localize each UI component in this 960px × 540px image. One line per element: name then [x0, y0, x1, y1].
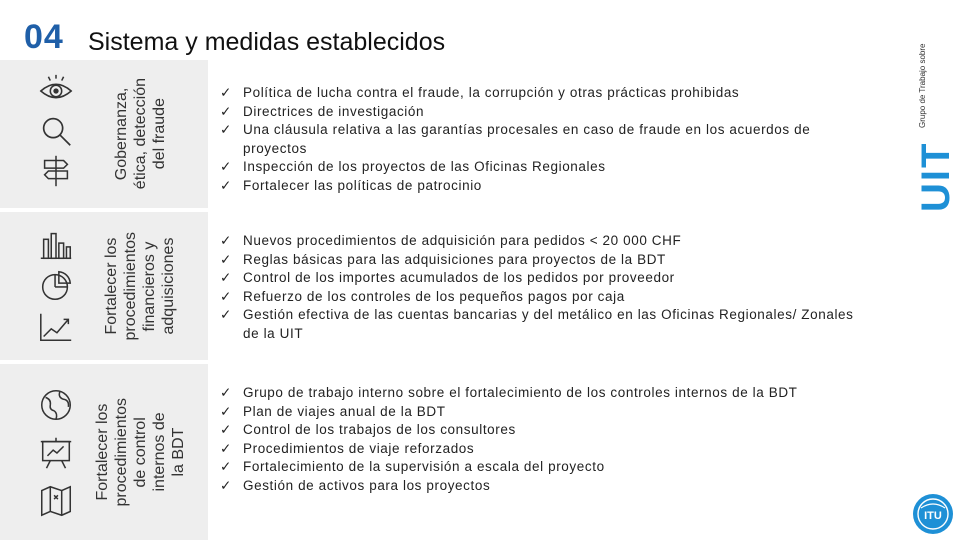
checkmark-icon: ✓	[220, 385, 232, 400]
list-item-text: Reglas básicas para las adquisiciones para proyectos de la BDT	[243, 251, 666, 267]
globe-icon	[37, 386, 75, 424]
section-icons-internal-control	[20, 386, 92, 520]
checkmark-icon: ✓	[220, 307, 232, 322]
list-item-text: Inspección de los proyectos de las Oficinas Regionales	[243, 159, 606, 174]
line-chart-icon	[37, 308, 75, 346]
list-item	[218, 103, 868, 122]
list-item-text: Procedimientos de viaje reforzados	[243, 440, 475, 456]
checkmark-icon: ✓	[220, 403, 232, 419]
bar-chart-icon	[37, 226, 75, 264]
checkmark-icon: ✓	[220, 270, 232, 285]
list-item-text: Directrices de investigación	[243, 103, 425, 119]
list-item-text: Grupo de trabajo interno sobre el fortalecimiento de los controles internos de la BDT	[243, 385, 798, 400]
list-item-text: Política de lucha contra el fraude, la corrupción y otras prácticas prohibidas	[243, 85, 740, 100]
checkmark-icon: ✓	[220, 159, 232, 174]
checkmark-icon: ✓	[220, 177, 232, 193]
section-list-governance	[218, 84, 868, 195]
checkmark-icon: ✓	[220, 251, 232, 267]
checkmark-icon: ✓	[220, 440, 232, 456]
checkmark-icon: ✓	[220, 477, 232, 493]
list-item-text: Plan de viajes anual de la BDT	[243, 403, 446, 419]
list-item-text: Una cláusula relativa a las garantías procesales en caso de fraude en los acuerdos de proyectos	[243, 122, 811, 156]
signpost-icon	[37, 152, 75, 190]
section-label: Gobernanza, ética, detección del fraude	[112, 78, 168, 190]
uit-brand: UIT	[914, 141, 958, 212]
section-label-wrap-governance	[92, 60, 188, 208]
checkmark-icon: ✓	[220, 459, 232, 474]
section-list-internal-control	[218, 384, 868, 495]
slide-title: Sistema y medidas establecidos	[88, 28, 446, 56]
list-item	[218, 306, 868, 343]
checkmark-icon: ✓	[220, 288, 232, 304]
section-label-wrap-internal-control	[92, 364, 188, 540]
list-item-text: Control de los importes acumulados de los pedidos por proveedor	[243, 270, 675, 285]
list-item-text: Gestión efectiva de las cuentas bancarias y del metálico en las Oficinas Regionales/ Zonales de la UIT	[243, 307, 854, 341]
list-item-text: Control de los trabajos de los consultores	[243, 422, 516, 437]
sidebar-caption: Grupo de Trabajo sobre	[918, 43, 927, 128]
section-icons-financial	[20, 226, 92, 346]
list-item	[218, 121, 868, 158]
list-item-text: Nuevos procedimientos de adquisición para pedidos < 20 000 CHF	[243, 233, 682, 248]
list-item-text: Fortalecer las políticas de patrocinio	[243, 177, 482, 193]
list-item	[218, 421, 868, 440]
section-label: Fortalecer los procedimientos de control internos de la BDT	[93, 397, 187, 507]
magnifier-icon	[37, 112, 75, 150]
list-item-text: Gestión de activos para los proyectos	[243, 477, 491, 493]
section-list-financial	[218, 232, 868, 343]
itu-logo-text: ITU	[924, 510, 942, 522]
list-item	[218, 477, 868, 496]
pie-chart-icon	[37, 267, 75, 305]
checkmark-icon: ✓	[220, 122, 232, 137]
list-item	[218, 177, 868, 196]
section-icons-governance	[20, 72, 92, 190]
presentation-board-icon	[37, 434, 75, 472]
list-item	[218, 288, 868, 307]
checkmark-icon: ✓	[220, 103, 232, 119]
slide-number: 04	[24, 18, 64, 56]
section-label: Fortalecer los procedimientos financieros y adquisiciones	[103, 231, 177, 341]
list-item-text: Fortalecimiento de la supervisión a escala del proyecto	[243, 459, 605, 474]
list-item	[218, 84, 868, 103]
list-item	[218, 458, 868, 477]
eye-icon	[37, 72, 75, 110]
list-item-text: Refuerzo de los controles de los pequeños pagos por caja	[243, 288, 625, 304]
list-item	[218, 440, 868, 459]
checkmark-icon: ✓	[220, 233, 232, 248]
list-item	[218, 384, 868, 403]
list-item	[218, 158, 868, 177]
section-label-wrap-financial	[92, 212, 188, 360]
checkmark-icon: ✓	[220, 422, 232, 437]
list-item	[218, 403, 868, 422]
list-item	[218, 232, 868, 251]
list-item	[218, 269, 868, 288]
map-icon	[37, 482, 75, 520]
itu-logo-icon	[911, 492, 955, 536]
list-item	[218, 251, 868, 270]
checkmark-icon: ✓	[220, 85, 232, 100]
